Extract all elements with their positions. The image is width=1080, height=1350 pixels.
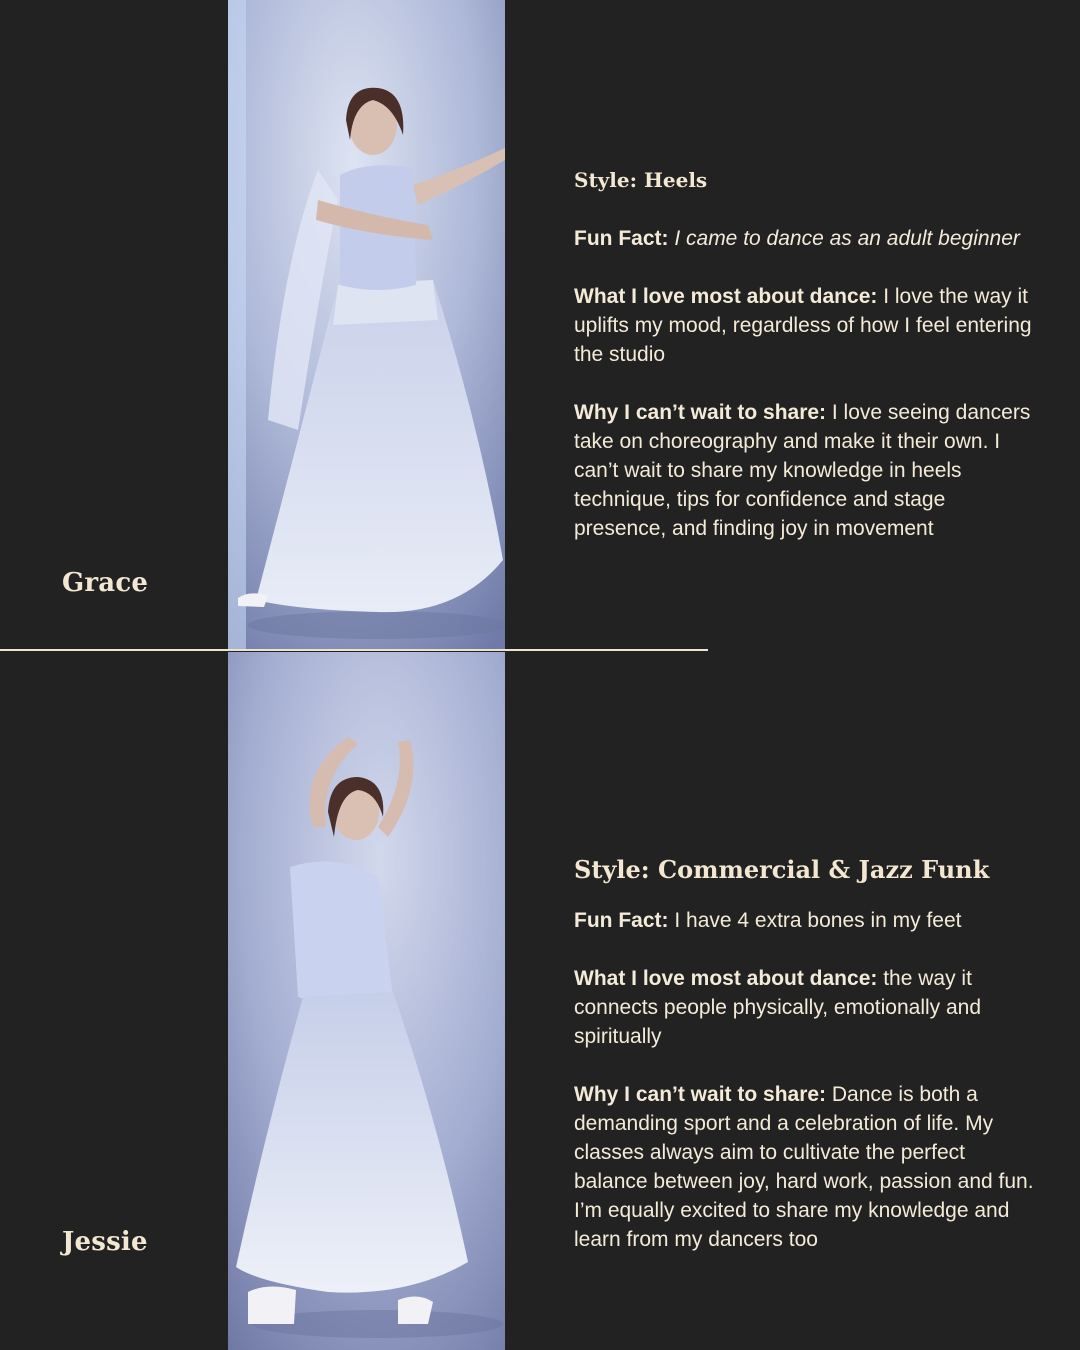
fun-fact-text: I came to dance as an adult beginner [674,227,1020,250]
fun-fact-text: I have 4 extra bones in my feet [674,909,962,932]
love-text: I love the way it uplifts my mood, regardless of how I feel entering the studio [574,285,1032,366]
dancer-name: Jessie [62,1227,148,1257]
love-label: What I love most about dance: [574,967,878,990]
love-text: the way it connects people physically, emotionally and spiritually [574,967,982,1048]
fun-fact [574,224,1034,253]
love-label: What I love most about dance: [574,285,878,308]
share-label: Why I can’t wait to share: [574,401,827,424]
share-label: Why I can’t wait to share: [574,1083,827,1106]
share-text: I love seeing dancers take on choreography and make it their own. I can’t wait to share my knowledge in heels technique, tips for confidence and stage presence, and finding joy in movement [574,401,1031,540]
dancer-bio [574,855,1034,1283]
dancer-photo-grace [228,0,505,650]
share-text: Dance is both a demanding sport and a celebration of life. My classes always aim to cultivate the perfect balance between joy, hard work, passion and fun. I’m equally excited to share my knowledge and learn from my dancers too [574,1083,1034,1251]
why-share [574,398,1034,543]
love-about-dance [574,282,1034,369]
dancer-photo-jessie [228,652,505,1350]
dance-style-heading: Style: Commercial & Jazz Funk [574,855,990,884]
dance-style-heading: Style: Heels [574,168,708,192]
dancer-bio [574,166,1034,572]
fun-fact-label: Fun Fact: [574,909,669,932]
why-share [574,1080,1034,1254]
dancer-name: Grace [62,568,149,598]
fun-fact [574,906,1034,935]
love-about-dance [574,964,1034,1051]
section-divider [0,649,708,651]
fun-fact-label: Fun Fact: [574,227,669,250]
